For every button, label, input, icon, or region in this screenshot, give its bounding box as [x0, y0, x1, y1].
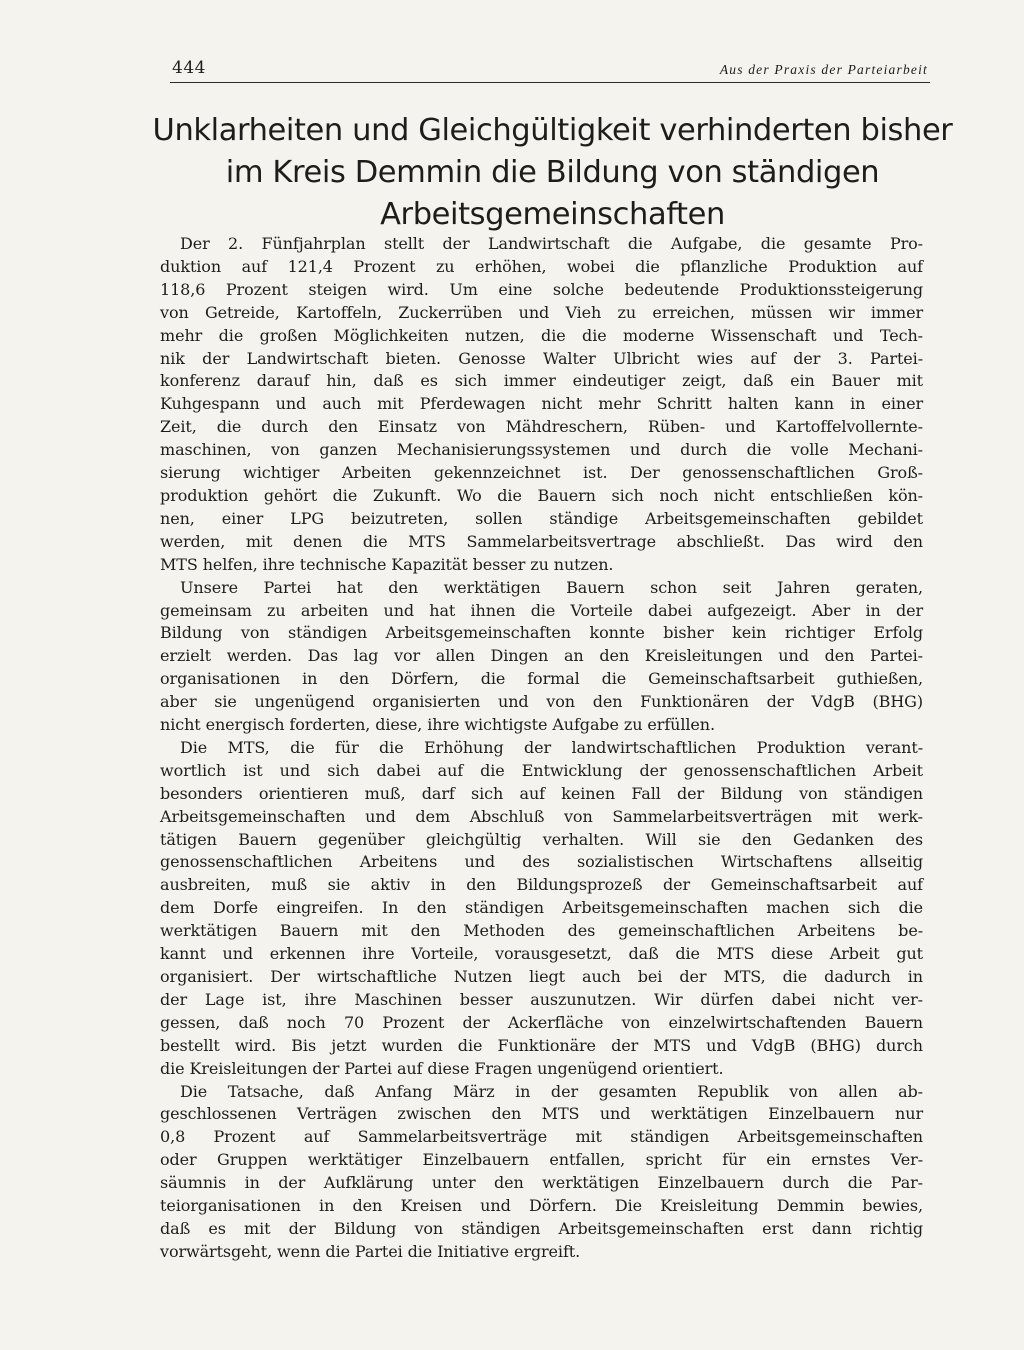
text-line: besonders orientieren muß, darf sich auf keinen Fall der Bildung von ständigen: [160, 783, 923, 803]
text-line: erzielt werden. Das lag vor allen Dingen an den Kreisleitungen und den Partei-: [160, 646, 923, 666]
text-line: von Getreide, Kartoffeln, Zuckerrüben und Vieh zu erreichen, müssen wir immer: [160, 302, 923, 322]
text-line: nicht energisch forderten, diese, ihre wichtigste Aufgabe zu erfüllen.: [160, 715, 715, 735]
text-line: organisiert. Der wirtschaftliche Nutzen liegt auch bei der MTS, die dadurch in: [160, 967, 923, 986]
text-line: Kuhgespann und auch mit Pferdewagen nicht mehr Schritt halten kann in einer: [160, 394, 923, 414]
text-line: Zeit, die durch den Einsatz von Mähdreschern, Rüben- und Kartoffelvollernte-: [160, 417, 923, 437]
text-line: werktätigen Bauern mit den Methoden des gemeinschaftlichen Arbeitens be-: [160, 921, 923, 941]
text-line: Die Tatsache, daß Anfang März in der gesamten Republik von allen ab-: [180, 1081, 923, 1101]
text-line: vorwärtsgeht, wenn die Partei die Initiative ergreift.: [160, 1241, 581, 1261]
text-line: ausbreiten, muß sie aktiv in den Bildungsprozeß der Gemeinschaftsarbeit auf: [160, 875, 923, 895]
text-line: produktion gehört die Zukunft. Wo die Bauern sich noch nicht entschließen kön-: [160, 485, 923, 505]
title-line: Arbeitsgemeinschaften: [380, 197, 725, 232]
text-line: 118,6 Prozent steigen wird. Um eine solche bedeutende Produktionssteigerung: [160, 279, 923, 299]
text-line: Unsere Partei hat den werktätigen Bauern schon seit Jahren geraten,: [180, 577, 923, 597]
paragraph: [160, 233, 923, 577]
page-number: 444: [172, 58, 206, 78]
text-line: aber sie ungenügend organisierten und von den Funktionären der VdgB (BHG): [160, 692, 923, 712]
text-line: dem Dorfe eingreifen. In den ständigen Arbeitsgemeinschaften machen sich die: [160, 898, 923, 918]
text-line: MTS helfen, ihre technische Kapazität besser zu nutzen.: [160, 554, 614, 574]
text-line: konferenz darauf hin, daß es sich immer eindeutiger zeigt, daß ein Bauer mit: [160, 371, 923, 391]
text-line: geschlossenen Verträgen zwischen den MTS und werktätigen Einzelbauern nur: [160, 1104, 923, 1124]
text-line: organisationen in den Dörfern, die formal die Gemeinschaftsarbeit guthießen,: [160, 669, 923, 689]
header-rule: [170, 82, 930, 83]
text-line: duktion auf 121,4 Prozent zu erhöhen, wobei die pflanzliche Produktion auf: [160, 256, 923, 276]
title-line: Unklarheiten und Gleichgültigkeit verhinderten bisher: [152, 113, 953, 148]
text-line: werden, mit denen die MTS Sammelarbeitsvertrage abschließt. Das wird den: [160, 531, 923, 551]
text-line: gessen, daß noch 70 Prozent der Ackerfläche von einzelwirtschaftenden Bauern: [160, 1012, 923, 1032]
text-line: nen, einer LPG beizutreten, sollen ständige Arbeitsgemeinschaften gebildet: [160, 508, 923, 528]
text-line: der Lage ist, ihre Maschinen besser auszunutzen. Wir dürfen dabei nicht ver-: [160, 989, 923, 1009]
text-line: die Kreisleitungen der Partei auf diese Fragen ungenügend orientiert.: [160, 1058, 724, 1078]
title-line: im Kreis Demmin die Bildung von ständigen: [225, 155, 880, 190]
text-line: Der 2. Fünfjahrplan stellt der Landwirtschaft die Aufgabe, die gesamte Pro-: [180, 234, 923, 253]
text-line: maschinen, von ganzen Mechanisierungssystemen und durch die volle Mechani-: [160, 440, 923, 460]
text-line: genossenschaftlichen Arbeitens und des sozialistischen Wirtschaftens allseitig: [160, 852, 923, 872]
text-line: mehr die großen Möglichkeiten nutzen, die die moderne Wissenschaft und Tech-: [160, 325, 923, 345]
text-line: oder Gruppen werktätiger Einzelbauern entfallen, spricht für ein ernstes Ver-: [160, 1150, 923, 1170]
text-line: Bildung von ständigen Arbeitsgemeinschaften konnte bisher kein richtiger Erfolg: [160, 623, 923, 643]
text-line: Arbeitsgemeinschaften und dem Abschluß von Sammelarbeitsverträgen mit werk-: [160, 806, 923, 826]
text-line: sierung wichtiger Arbeiten gekennzeichnet ist. Der genossenschaftlichen Groß-: [160, 463, 923, 483]
text-line: Die MTS, die für die Erhöhung der landwirtschaftlichen Produktion verant-: [180, 737, 923, 757]
paragraph: [160, 737, 923, 1081]
text-line: gemeinsam zu arbeiten und hat ihnen die Vorteile dabei aufgezeigt. Aber in der: [160, 600, 923, 620]
article-body: [160, 233, 923, 1264]
text-line: wortlich ist und sich dabei auf die Entwicklung der genossenschaftlichen Arbeit: [160, 760, 923, 780]
paragraph: [160, 1081, 923, 1264]
text-line: teiorganisationen in den Kreisen und Dörfern. Die Kreisleitung Demmin bewies,: [160, 1196, 923, 1216]
text-line: daß es mit der Bildung von ständigen Arbeitsgemeinschaften erst dann richtig: [160, 1218, 923, 1238]
text-line: bestellt wird. Bis jetzt wurden die Funktionäre der MTS und VdgB (BHG) durch: [160, 1035, 923, 1055]
paragraph: [160, 577, 923, 737]
text-line: kannt und erkennen ihre Vorteile, vorausgesetzt, daß die MTS diese Arbeit gut: [160, 944, 923, 964]
running-head: Aus der Praxis der Parteiarbeit: [719, 62, 928, 77]
text-line: säumnis in der Aufklärung unter den werktätigen Einzelbauern durch die Par-: [160, 1173, 923, 1193]
text-line: 0,8 Prozent auf Sammelarbeitsverträge mit ständigen Arbeitsgemeinschaften: [160, 1127, 923, 1147]
text-line: tätigen Bauern gegenüber gleichgültig verhalten. Will sie den Gedanken des: [160, 829, 923, 849]
text-line: nik der Landwirtschaft bieten. Genosse Walter Ulbricht wies auf der 3. Partei-: [160, 348, 923, 368]
article-title: [150, 110, 955, 236]
